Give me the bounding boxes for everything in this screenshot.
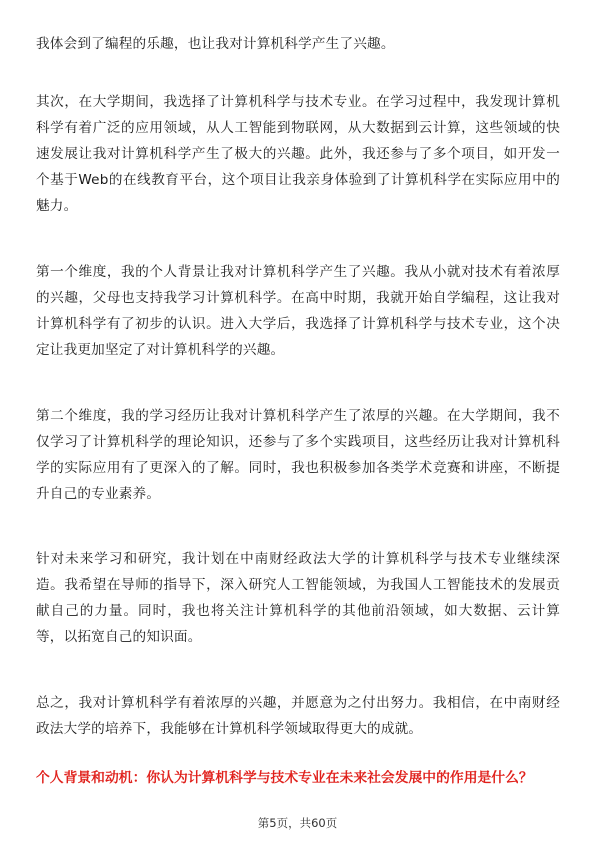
- paragraph-intro-end: 我体会到了编程的乐趣，也让我对计算机科学产生了兴趣。: [36, 36, 395, 52]
- paragraph-future-plan: 针对未来学习和研究，我计划在中南财经政法大学的计算机科学与技术专业继续深造。我希望在导师的指导下，深入研究人工智能领域，为我国人工智能技术的发展贡献自己的力量。同时，我也将关注计算机科学的其他前沿领域，如大数据、云计算等，以拓宽自己的知识面。: [36, 551, 560, 645]
- paragraph-conclusion: 总之，我对计算机科学有着浓厚的兴趣，并愿意为之付出努力。我相信，在中南财经政法大学的培养下，我能够在计算机科学领域取得更大的成就。: [36, 695, 560, 737]
- question-heading: 个人背景和动机：你认为计算机科学与技术专业在未来社会发展中的作用是什么？: [36, 770, 533, 786]
- paragraph-learning-experience: 第二个维度，我的学习经历让我对计算机科学产生了浓厚的兴趣。在大学期间，我不仅学习了计算机科学的理论知识，还参与了多个实践项目，这些经历让我对计算机科学的实际应用有了更深入的了解。同时，我也积极参加各类学术竞赛和讲座，不断提升自己的专业素养。: [36, 408, 560, 502]
- page-number-footer: 第5页，共60页: [257, 816, 338, 830]
- paragraph-university-major: 其次，在大学期间，我选择了计算机科学与技术专业。在学习过程中，我发现计算机科学有着广泛的应用领域，从人工智能到物联网，从大数据到云计算，这些领域的快速发展让我对计算机科学产生了极大的兴趣。此外，我还参与了多个项目，如开发一个基于Web的在线教育平台，这个项目让我亲身体验到了计算机科学在实际应用中的魅力。: [36, 94, 560, 214]
- paragraph-personal-background: 第一个维度，我的个人背景让我对计算机科学产生了兴趣。我从小就对技术有着浓厚的兴趣，父母也支持我学习计算机科学。在高中时期，我就开始自学编程，这让我对计算机科学有了初步的认识。进入大学后，我选择了计算机科学与技术专业，这个决定让我更加坚定了对计算机科学的兴趣。: [36, 264, 560, 358]
